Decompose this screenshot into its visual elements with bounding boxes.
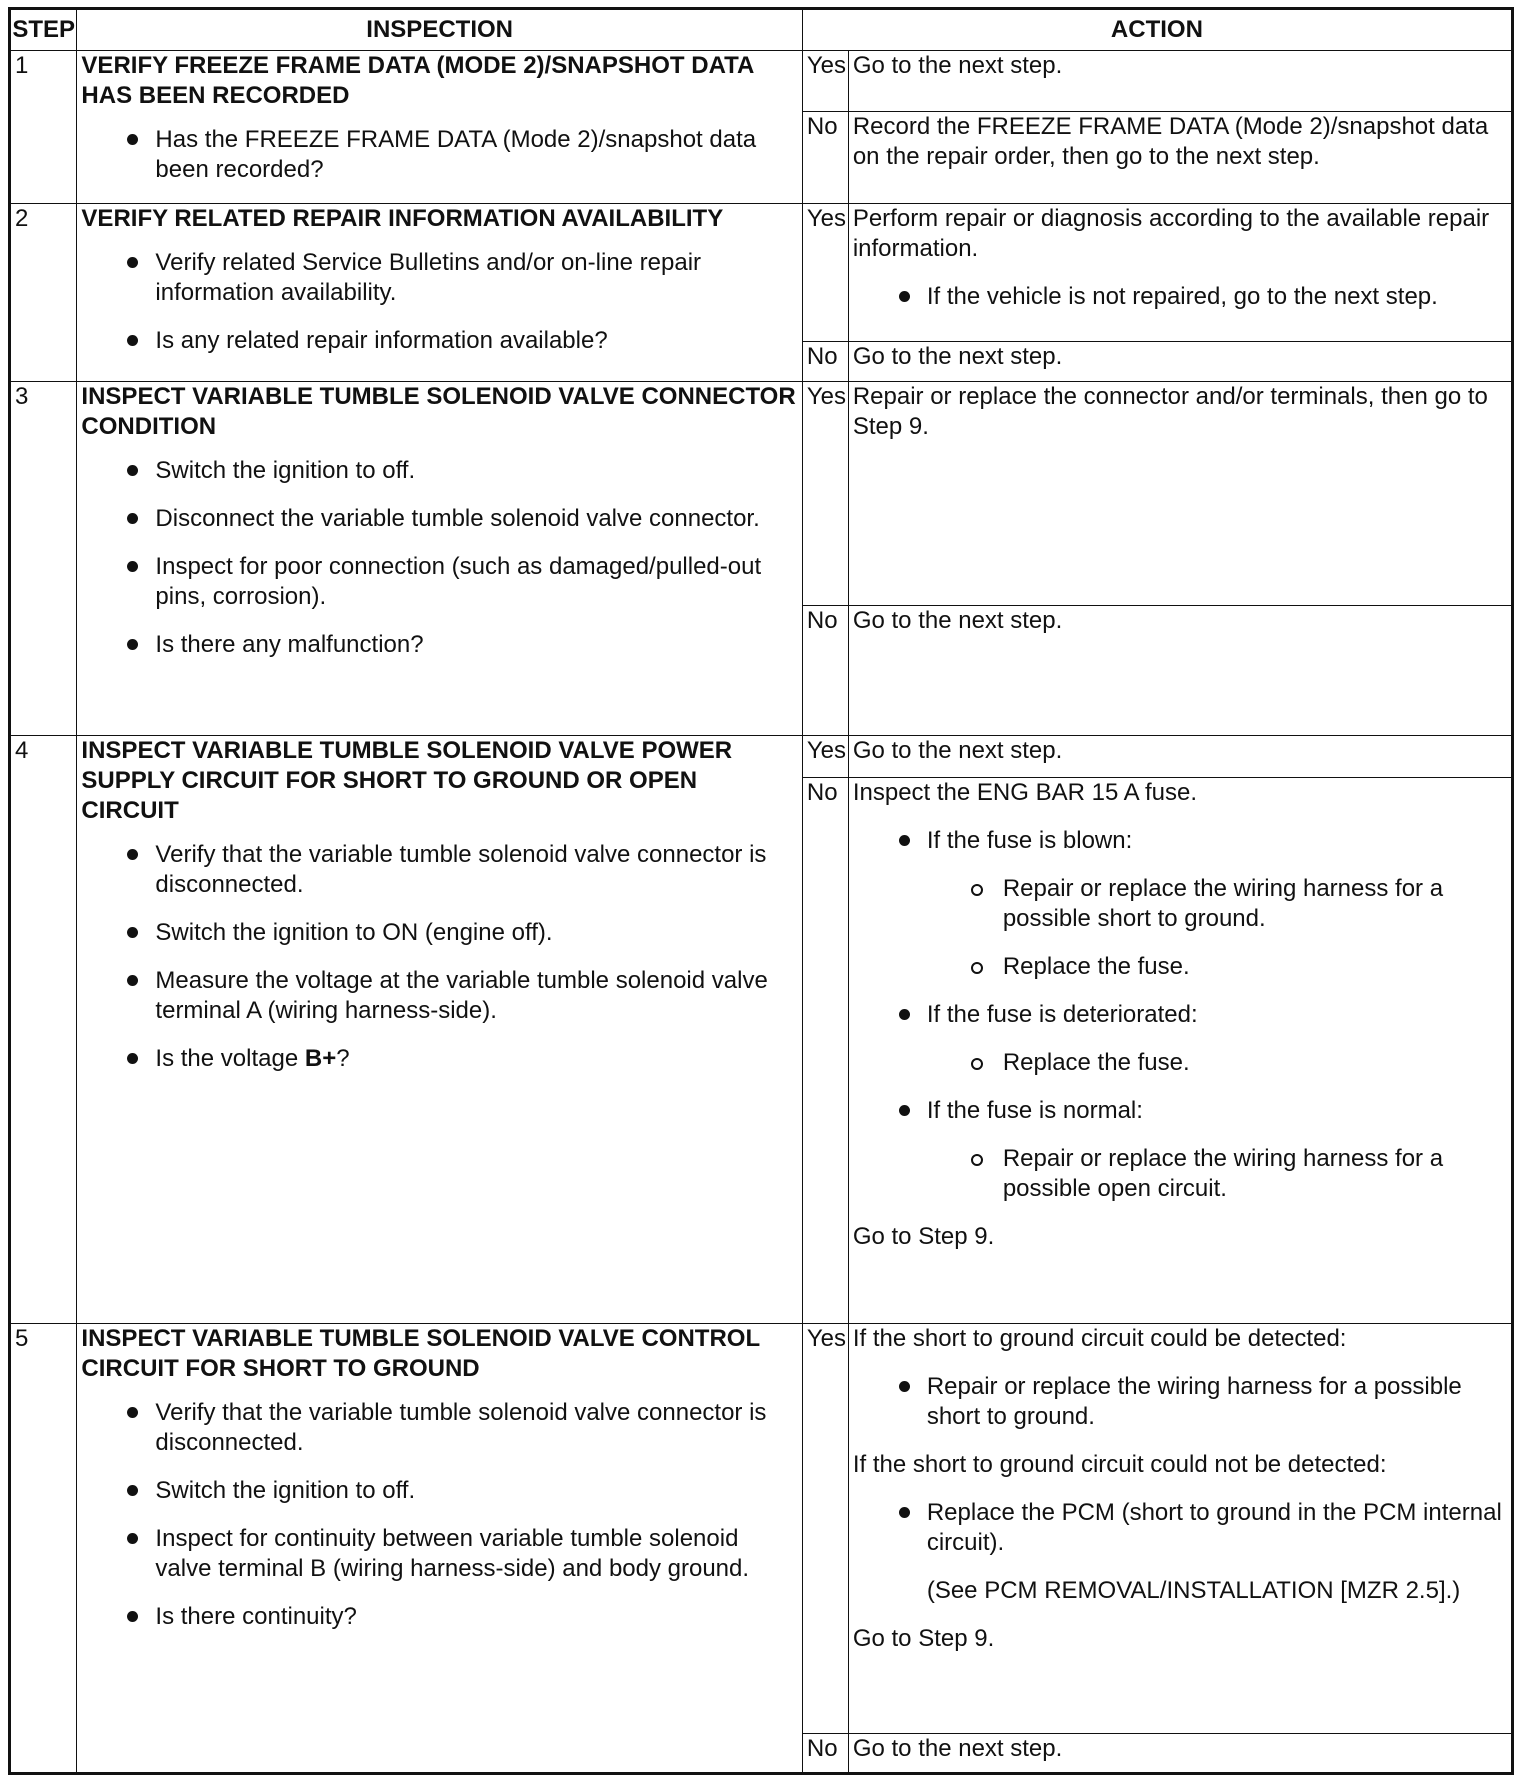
yes-action xyxy=(848,204,1512,342)
no-action: Go to the next step. xyxy=(848,1733,1512,1773)
action-bullet: Repair or replace the wiring harness for a possible short to ground. xyxy=(853,1372,1507,1432)
inspection-bullet: Is there any malfunction? xyxy=(81,630,797,660)
step-title: INSPECT VARIABLE TUMBLE SOLENOID VALVE CONNECTOR CONDITION xyxy=(81,383,796,441)
step-title: VERIFY RELATED REPAIR INFORMATION AVAILABILITY xyxy=(81,205,724,233)
step-1-inspection xyxy=(77,51,802,204)
step-3-yes-row xyxy=(10,382,1513,606)
step-title: INSPECT VARIABLE TUMBLE SOLENOID VALVE POWER SUPPLY CIRCUIT FOR SHORT TO GROUND OR OPEN CIRCUIT xyxy=(81,737,733,825)
action-text: If the short to ground circuit could be detected: xyxy=(852,1324,1347,1352)
inspection-bullet: Switch the ignition to off. xyxy=(81,456,797,486)
step-4-inspection xyxy=(77,736,802,1323)
no-action xyxy=(848,778,1512,1323)
no-label: No xyxy=(802,112,848,204)
inspection-bullet: Measure the voltage at the variable tumble solenoid valve terminal A (wiring harness-side). xyxy=(81,966,797,1026)
inspection-bullet xyxy=(81,1044,797,1074)
no-action: Go to the next step. xyxy=(848,606,1512,736)
inspection-bullet: Verify that the variable tumble solenoid valve connector is disconnected. xyxy=(81,1398,797,1458)
step-2-inspection xyxy=(77,204,802,382)
step-1-yes-row xyxy=(10,51,1513,112)
step-title: INSPECT VARIABLE TUMBLE SOLENOID VALVE CONTROL CIRCUIT FOR SHORT TO GROUND xyxy=(81,1324,760,1382)
inspection-bullet: Inspect for continuity between variable tumble solenoid valve terminal B (wiring harness-side) and body ground. xyxy=(81,1524,797,1584)
action-sub-bullet: Replace the fuse. xyxy=(853,952,1507,982)
yes-action xyxy=(848,1323,1512,1733)
action-bullet: Replace the PCM (short to ground in the PCM internal circuit). xyxy=(853,1498,1507,1558)
action-sub-bullet: Replace the fuse. xyxy=(853,1048,1507,1078)
action-bullet: If the fuse is deteriorated: xyxy=(853,1000,1507,1030)
action-bullet: If the fuse is blown: xyxy=(853,826,1507,856)
step-number: 3 xyxy=(10,382,77,736)
action-text: Inspect the ENG BAR 15 A fuse. xyxy=(852,779,1198,807)
yes-label: Yes xyxy=(802,382,848,606)
action-text: If the short to ground circuit could not be detected: xyxy=(852,1450,1387,1478)
header-row xyxy=(10,9,1513,51)
step-5-inspection xyxy=(77,1323,802,1773)
yes-action: Repair or replace the connector and/or terminals, then go to Step 9. xyxy=(848,382,1512,606)
no-action: Record the FREEZE FRAME DATA (Mode 2)/snapshot data on the repair order, then go to the next step. xyxy=(848,112,1512,204)
yes-label: Yes xyxy=(802,736,848,778)
header-step: STEP xyxy=(10,9,77,51)
voltage-value: B+ xyxy=(304,1045,337,1073)
action-sub-bullet: Repair or replace the wiring harness for a possible open circuit. xyxy=(853,1144,1507,1204)
header-action: ACTION xyxy=(802,9,1512,51)
no-action: Go to the next step. xyxy=(848,342,1512,382)
action-text: Go to Step 9. xyxy=(852,1624,995,1652)
inspection-bullet: Is there continuity? xyxy=(81,1602,797,1632)
action-sub-bullet: Repair or replace the wiring harness for a possible short to ground. xyxy=(853,874,1507,934)
yes-action: Go to the next step. xyxy=(848,51,1512,112)
inspection-bullet: Verify that the variable tumble solenoid valve connector is disconnected. xyxy=(81,840,797,900)
no-label: No xyxy=(802,606,848,736)
action-text: Perform repair or diagnosis according to the available repair information. xyxy=(852,205,1490,263)
header-inspection: INSPECTION xyxy=(77,9,802,51)
reference-text: (See PCM REMOVAL/INSTALLATION [MZR 2.5].) xyxy=(926,1576,1461,1604)
inspection-bullet: Switch the ignition to off. xyxy=(81,1476,797,1506)
step-number: 4 xyxy=(10,736,77,1323)
inspection-bullet: Inspect for poor connection (such as damaged/pulled-out pins, corrosion). xyxy=(81,552,797,612)
inspection-bullet: Switch the ignition to ON (engine off). xyxy=(81,918,797,948)
yes-label: Yes xyxy=(802,1323,848,1733)
action-bullet: If the fuse is normal: xyxy=(853,1096,1507,1126)
no-label: No xyxy=(802,778,848,1323)
step-2-yes-row xyxy=(10,204,1513,342)
inspection-bullet: Disconnect the variable tumble solenoid valve connector. xyxy=(81,504,797,534)
no-label: No xyxy=(802,1733,848,1773)
step-4-yes-row xyxy=(10,736,1513,778)
diagnostic-table xyxy=(8,7,1514,1775)
bullet-text: Is the voltage xyxy=(155,1045,305,1073)
action-bullet: If the vehicle is not repaired, go to the next step. xyxy=(853,282,1507,312)
yes-label: Yes xyxy=(802,51,848,112)
action-text: Go to Step 9. xyxy=(852,1223,995,1251)
inspection-bullet: Verify related Service Bulletins and/or on-line repair information availability. xyxy=(81,248,797,308)
bullet-text: ? xyxy=(336,1045,350,1073)
inspection-bullet: Is any related repair information available? xyxy=(81,326,797,356)
yes-action: Go to the next step. xyxy=(848,736,1512,778)
step-number: 2 xyxy=(10,204,77,382)
step-5-yes-row xyxy=(10,1323,1513,1733)
step-number: 1 xyxy=(10,51,77,204)
step-number: 5 xyxy=(10,1323,77,1773)
step-3-inspection xyxy=(77,382,802,736)
yes-label: Yes xyxy=(802,204,848,342)
inspection-bullet: Has the FREEZE FRAME DATA (Mode 2)/snapshot data been recorded? xyxy=(81,125,797,185)
no-label: No xyxy=(802,342,848,382)
step-title: VERIFY FREEZE FRAME DATA (MODE 2)/SNAPSHOT DATA HAS BEEN RECORDED xyxy=(81,52,754,110)
